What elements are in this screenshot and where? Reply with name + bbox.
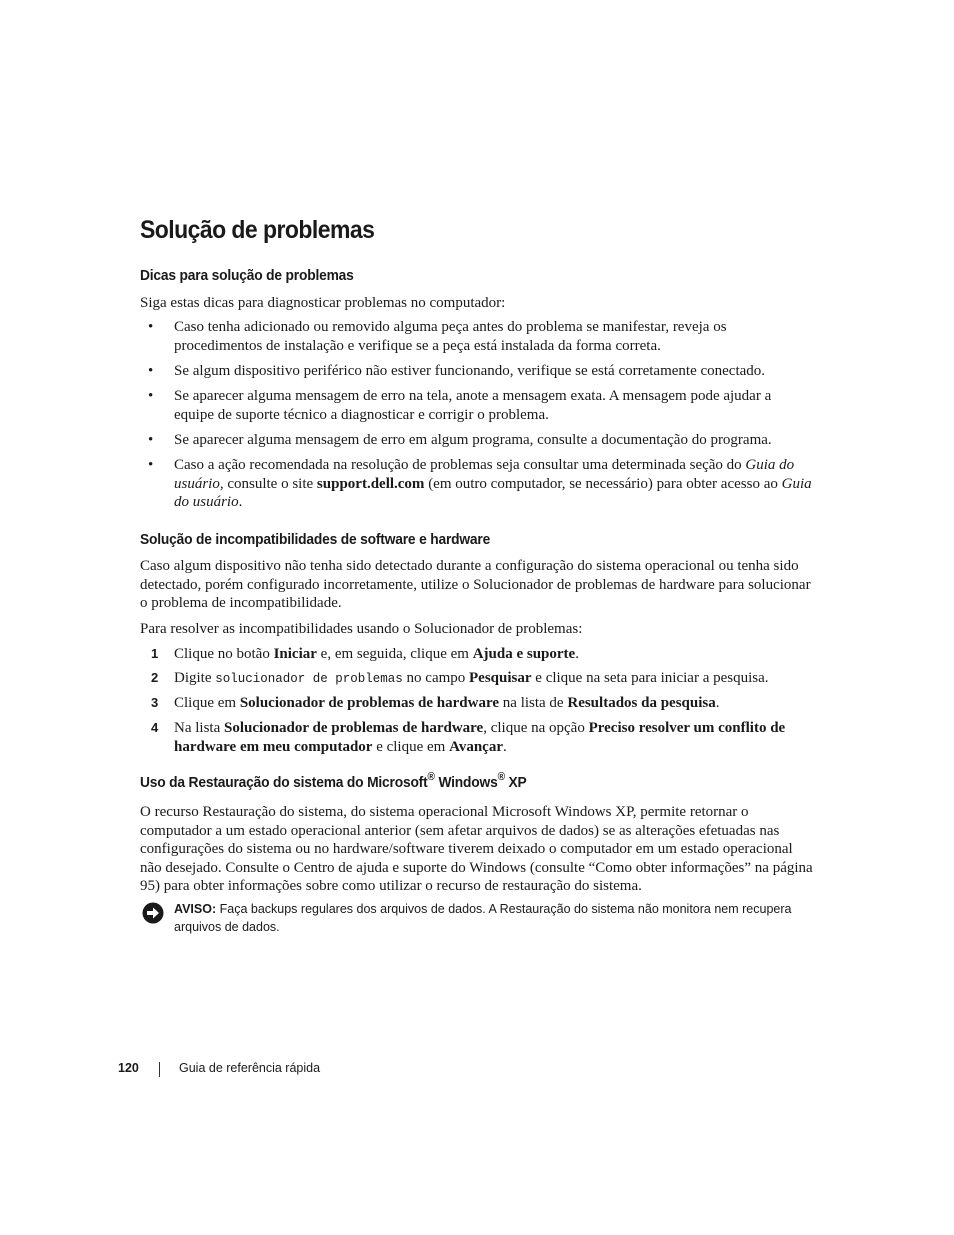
bullet-marker: • xyxy=(148,457,154,473)
page-title: Solução de problemas xyxy=(140,216,375,244)
search-term-code: solucionador de problemas xyxy=(215,672,403,686)
bullet-marker: • xyxy=(148,388,154,404)
list-item: • Se aparecer alguma mensagem de erro na tela, anote a mensagem exata. A mensagem pode ajudar a equipe de suporte técnico a diagnosticar e corrigir o problema. xyxy=(148,388,772,423)
notice-label: AVISO: xyxy=(174,902,217,916)
section-heading-system-restore: Uso da Restauração do sistema do Microsoft® Windows® XP xyxy=(140,771,527,791)
step-item: 1 Clique no botão Iniciar e, em seguida, clique em Ajuda e suporte. xyxy=(151,646,579,662)
section-heading-tips: Dicas para solução de problemas xyxy=(140,267,354,284)
notice-text: Faça backups regulares dos arquivos de dados. A Restauração do sistema não monitora nem recupera arquivos de dados. xyxy=(174,902,792,934)
incompat-steps-intro: Para resolver as incompatibilidades usando o Solucionador de problemas: xyxy=(140,621,583,637)
list-item: • Caso tenha adicionado ou removido alguma peça antes do problema se manifestar, reveja os procedimentos de instalação e verifique se a peça está instalada da forma correta. xyxy=(148,319,727,354)
system-restore-paragraph: O recurso Restauração do sistema, do sistema operacional Microsoft Windows XP, permite retornar o computador a um estado operacional anterior (sem afetar arquivos de dados) se as alterações efetuadas nas configurações do sistema ou no hardware/software tiverem deixado o computador em um estado operacional não desejado. Consulte o Centro de ajuda e suporte do Windows (consulte “Como obter informações” na página 95) para obter informações sobre como utilizar o recurso de restauração do sistema. xyxy=(140,804,813,895)
page-footer xyxy=(118,1061,321,1075)
step-item: 3 Clique em Solucionador de problemas de hardware na lista de Resultados da pesquisa. xyxy=(151,695,720,711)
notice-arrow-icon xyxy=(142,902,164,924)
tips-intro: Siga estas dicas para diagnosticar problemas no computador: xyxy=(140,295,506,311)
notice-box xyxy=(140,900,820,936)
bullet-marker: • xyxy=(148,319,154,335)
list-item: • Caso a ação recomendada na resolução de problemas seja consultar uma determinada seção do Guia do usuário, consulte o site support.dell.com (em outro computador, se necessário) para obter acesso ao Guia do usuário. xyxy=(148,457,812,511)
bullet-marker: • xyxy=(148,363,154,379)
support-site-link[interactable]: support.dell.com xyxy=(316,475,425,492)
guide-reference: Guia do usuário xyxy=(174,457,795,492)
page-number: 120 xyxy=(118,1061,139,1075)
section-heading-incompatibilities: Solução de incompatibilidades de software e hardware xyxy=(140,531,491,548)
step-item: 4 Na lista Solucionador de problemas de hardware, clique na opção Preciso resolver um conflito de hardware em meu computador e clique em Avançar. xyxy=(151,720,786,755)
incompat-paragraph: Caso algum dispositivo não tenha sido detectado durante a configuração do sistema operacional ou tenha sido detectado, porém configurado incorretamente, utilize o Solucionador de problemas de hardware para solucionar o problema de incompatibilidade. xyxy=(140,558,811,612)
list-item: • Se aparecer alguma mensagem de erro em algum programa, consulte a documentação do programa. xyxy=(148,432,772,448)
list-item: • Se algum dispositivo periférico não estiver funcionando, verifique se está corretamente conectado. xyxy=(148,363,766,379)
bullet-marker: • xyxy=(148,432,154,448)
footer-divider xyxy=(159,1062,160,1077)
footer-guide-title: Guia de referência rápida xyxy=(179,1061,321,1075)
guide-reference: Guia do usuário xyxy=(174,475,812,511)
step-item: 2 Digite solucionador de problemas no campo Pesquisar e clique na seta para iniciar a pesquisa. xyxy=(151,670,769,686)
